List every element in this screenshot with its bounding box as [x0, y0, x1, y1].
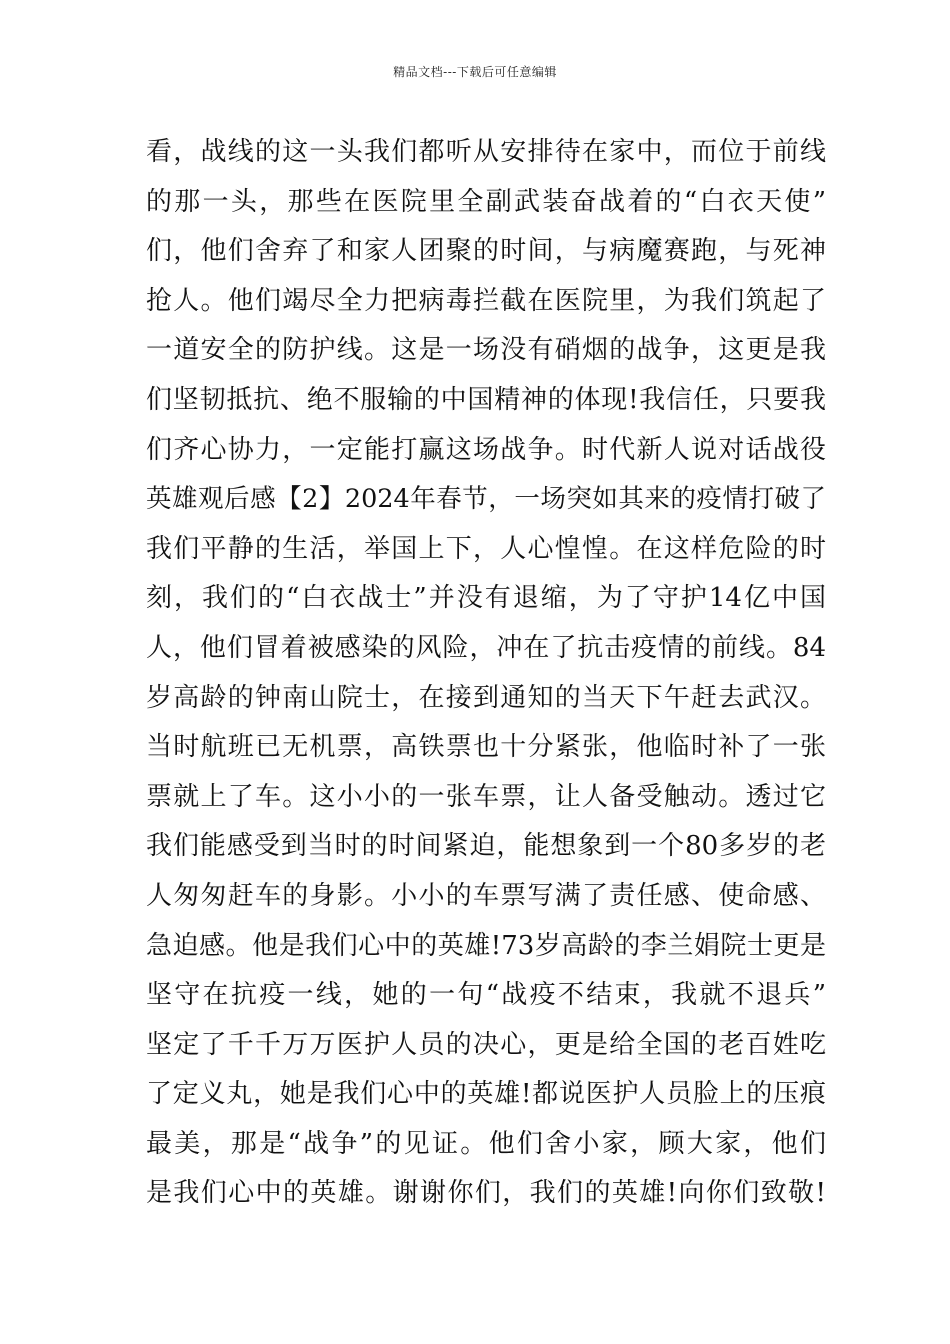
text-line: 刻，我们的“白衣战士”并没有退缩，为了守护14亿中国 [146, 583, 826, 614]
text-line: 人匆匆赶车的身影。小小的车票写满了责任感、使命感、 [146, 880, 826, 911]
document-body [146, 128, 826, 1219]
text-line: 们坚韧抵抗、绝不服输的中国精神的体现!我信任，只要我 [146, 384, 826, 415]
text-line: 们齐心协力，一定能打赢这场战争。时代新人说对话战役 [146, 434, 826, 465]
text-line: 抢人。他们竭尽全力把病毒拦截在医院里，为我们筑起了 [146, 285, 826, 316]
text-line: 一道安全的防护线。这是一场没有硝烟的战争，这更是我 [146, 335, 826, 366]
text-line: 坚守在抗疫一线，她的一句“战疫不结束，我就不退兵” [146, 980, 826, 1011]
text-line: 我们能感受到当时的时间紧迫，能想象到一个80多岁的老 [146, 831, 826, 862]
text-line: 急迫感。他是我们心中的英雄!73岁高龄的李兰娟院士更是 [146, 930, 826, 961]
text-line: 是我们心中的英雄。谢谢你们，我们的英雄!向你们致敬! [146, 1178, 826, 1209]
text-line: 的那一头，那些在医院里全副武装奋战着的“白衣天使” [146, 186, 826, 217]
text-line: 人，他们冒着被感染的风险，冲在了抗击疫情的前线。84 [146, 632, 826, 663]
text-line: 们，他们舍弃了和家人团聚的时间，与病魔赛跑，与死神 [146, 236, 826, 267]
text-line: 当时航班已无机票，高铁票也十分紧张，他临时补了一张 [146, 732, 826, 763]
text-line: 英雄观后感【2】2024年春节，一场突如其来的疫情打破了 [146, 484, 826, 515]
text-line: 票就上了车。这小小的一张车票，让人备受触动。透过它 [146, 781, 826, 812]
text-line: 我们平静的生活，举国上下，人心惶惶。在这样危险的时 [146, 533, 826, 564]
text-line: 了定义丸，她是我们心中的英雄!都说医护人员脸上的压痕 [146, 1079, 826, 1110]
text-line: 坚定了千千万万医护人员的决心，更是给全国的老百姓吃 [146, 1029, 826, 1060]
text-line: 最美，那是“战争”的见证。他们舍小家，顾大家，他们 [146, 1128, 826, 1159]
text-line: 岁高龄的钟南山院士，在接到通知的当天下午赶去武汉。 [146, 682, 826, 713]
page-header: 精品文档---下载后可任意编辑 [393, 65, 557, 79]
text-line: 看，战线的这一头我们都听从安排待在家中，而位于前线 [146, 137, 826, 167]
